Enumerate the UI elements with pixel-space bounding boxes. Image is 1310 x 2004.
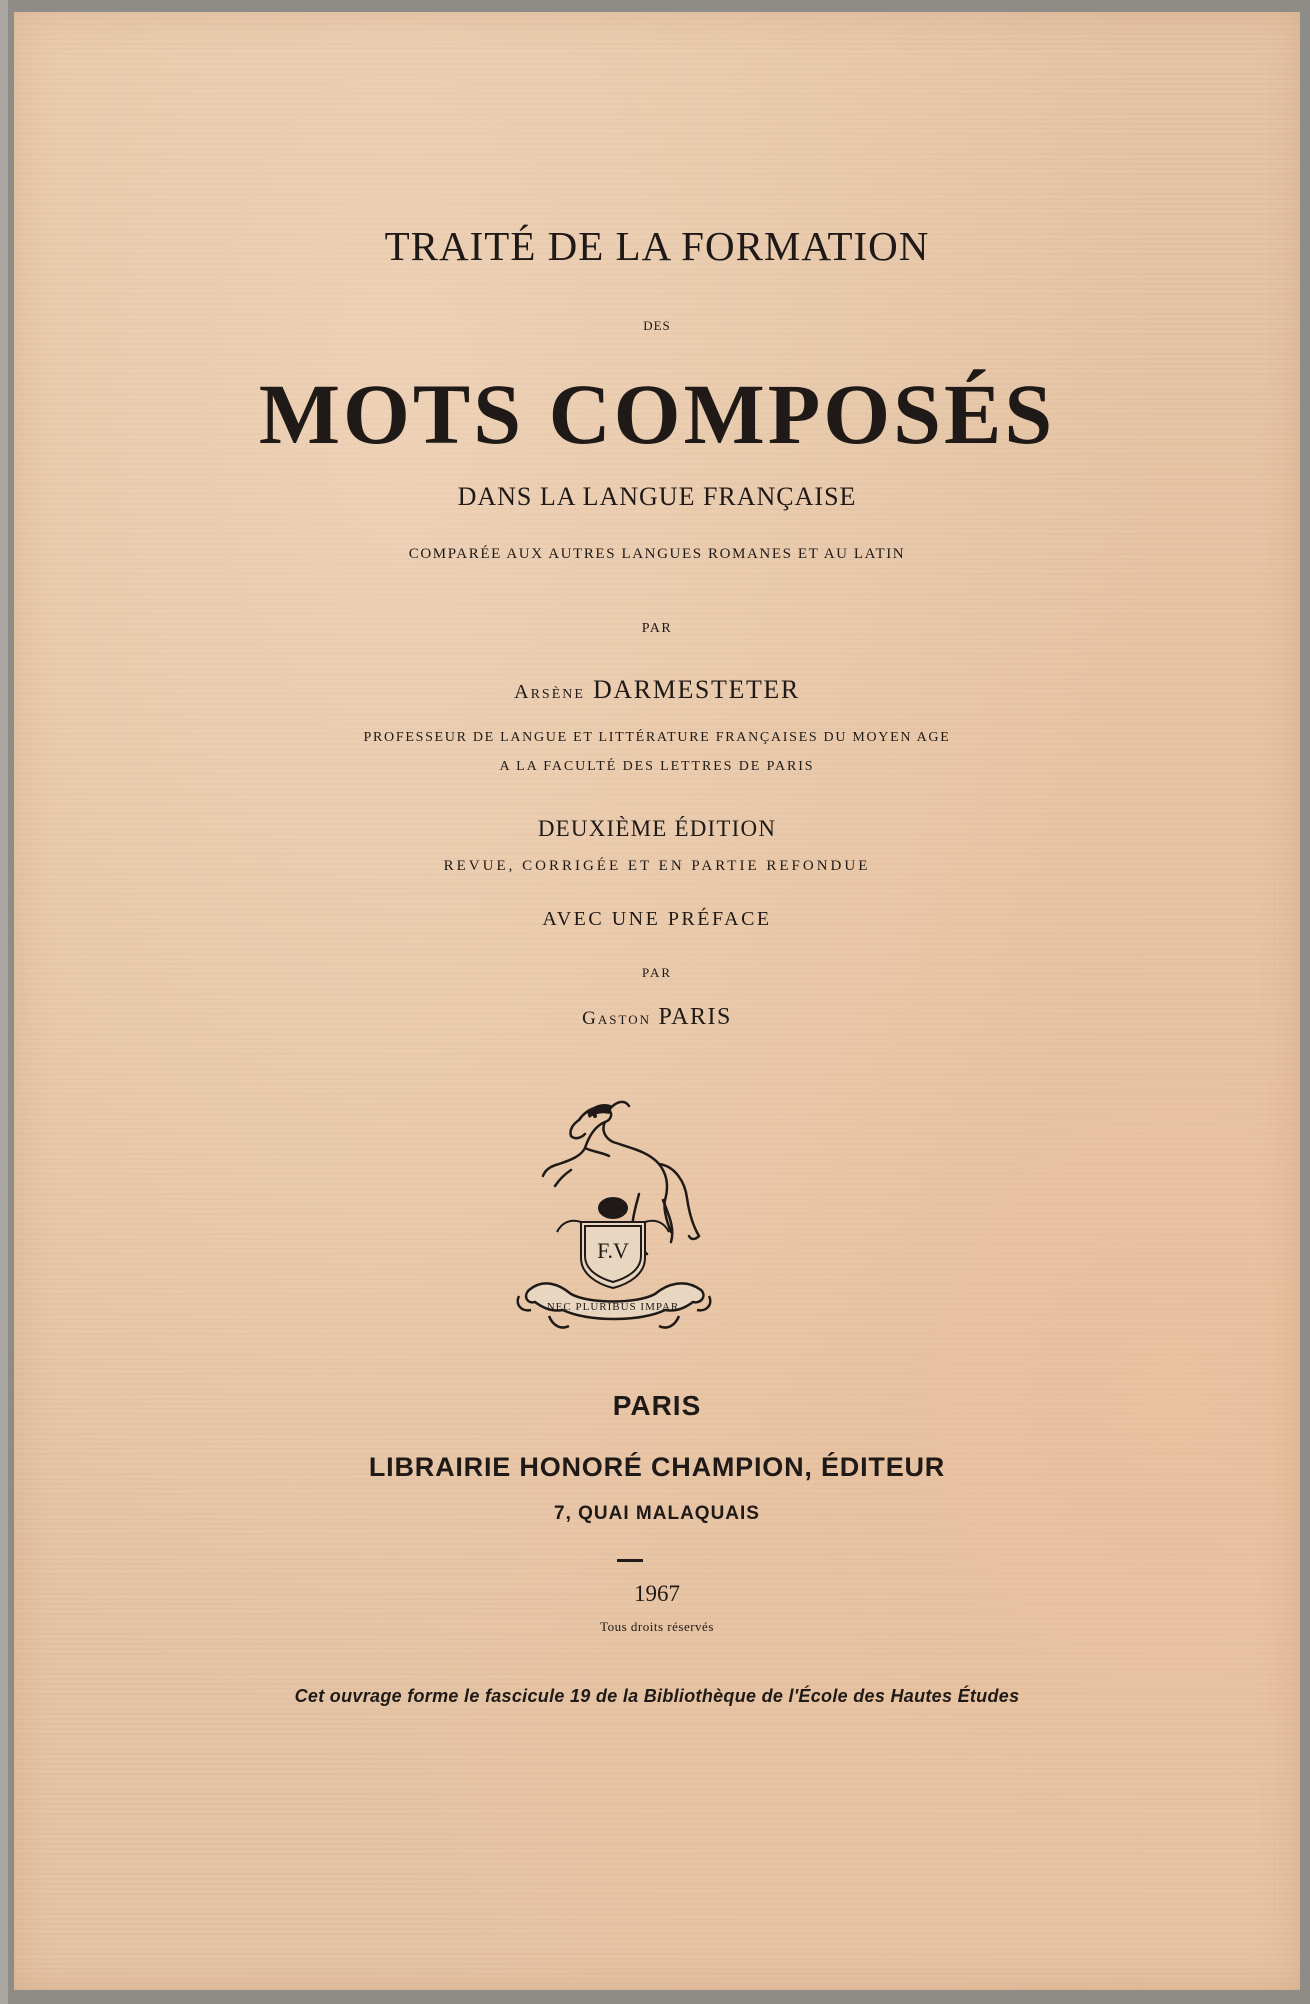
series-note: Cet ouvrage forme le fascicule 19 de la Bibliothèque de l'École des Hautes Études bbox=[294, 1686, 1020, 1706]
title-connector: DES bbox=[643, 318, 671, 333]
author-first-name: Arsène bbox=[514, 681, 585, 703]
author-role-2: A LA FACULTÉ DES LETTRES DE PARIS bbox=[499, 759, 815, 774]
by-label: PAR bbox=[641, 621, 673, 636]
preface-author-first: Gaston bbox=[582, 1008, 651, 1029]
book-cover bbox=[14, 12, 1300, 1990]
subtitle-1: DANS LA LANGUE FRANÇAISE bbox=[457, 482, 857, 511]
preface-author bbox=[14, 1004, 1300, 1031]
by-label-2: PAR bbox=[641, 965, 673, 980]
edition-note: REVUE, CORRIGÉE ET EN PARTIE REFONDUE bbox=[443, 858, 871, 874]
edition: DEUXIÈME ÉDITION bbox=[537, 816, 777, 841]
main-title: MOTS COMPOSÉS bbox=[258, 366, 1056, 462]
author-role-1: PROFESSEUR DE LANGUE ET LITTÉRATURE FRANÇAISES DU MOYEN AGE bbox=[363, 730, 951, 745]
publisher-name: LIBRAIRIE HONORÉ CHAMPION, ÉDITEUR bbox=[368, 1452, 946, 1482]
divider bbox=[617, 1559, 643, 1562]
subtitle-2: COMPARÉE AUX AUTRES LANGUES ROMANES ET AU LATIN bbox=[408, 546, 906, 562]
emblem-motto: NEC PLURIBUS IMPAR bbox=[546, 1301, 680, 1313]
title-line-1: TRAITÉ DE LA FORMATION bbox=[384, 223, 930, 269]
publisher-emblem bbox=[509, 1090, 739, 1340]
preface-author-last: PARIS bbox=[658, 1004, 732, 1030]
publisher-address: 7, QUAI MALAQUAIS bbox=[554, 1503, 760, 1524]
publisher-city: PARIS bbox=[612, 1390, 702, 1421]
rights-notice: Tous droits réservés bbox=[600, 1619, 714, 1634]
emblem-monogram: F.V bbox=[597, 1238, 629, 1263]
publication-year: 1967 bbox=[634, 1581, 680, 1606]
author-name bbox=[14, 675, 1300, 705]
preface-label: AVEC UNE PRÉFACE bbox=[542, 908, 772, 930]
author-last-name: DARMESTETER bbox=[593, 675, 800, 704]
